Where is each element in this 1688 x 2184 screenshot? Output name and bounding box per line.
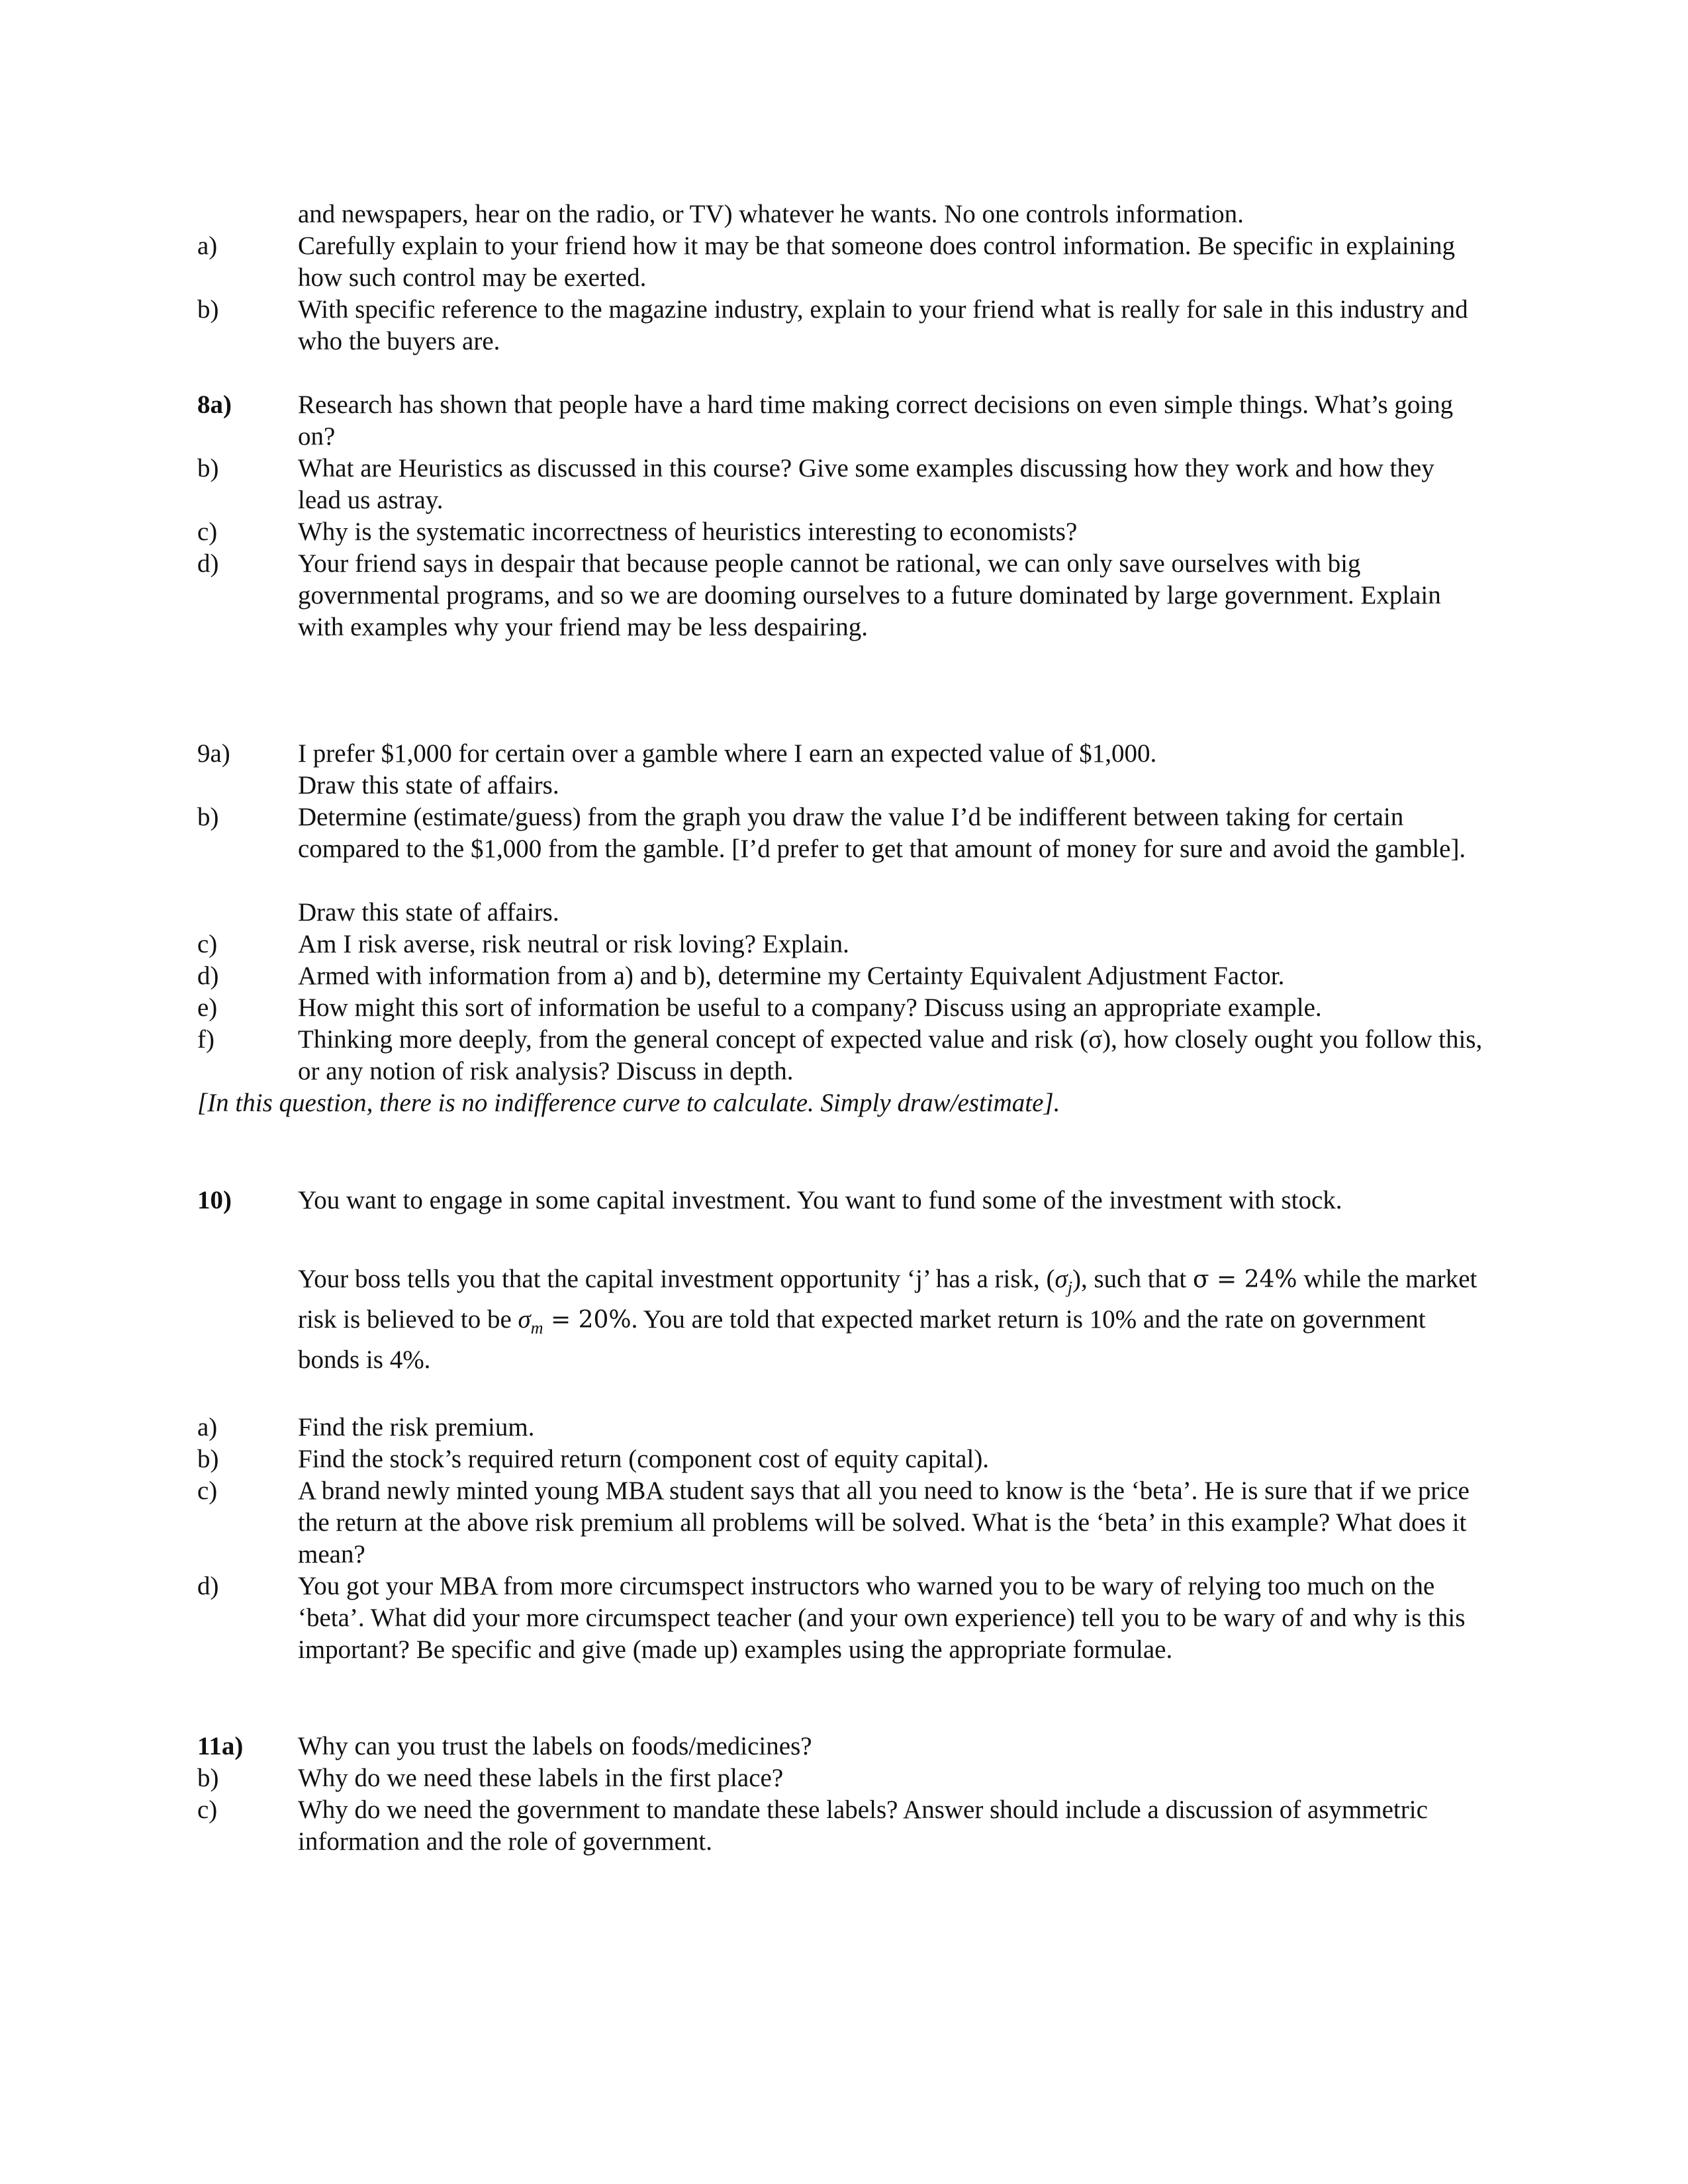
q10-item-c-label: c) <box>197 1477 218 1505</box>
q9-item-a-label: 9a) <box>197 739 230 768</box>
q8-item-d-text: Your friend says in despair that because people cannot be rational, we can only save ourselves with big governmental programs, and so we are dooming ourselves to a future dominated by large government. Explain with examples why your friend may be less despairing. <box>298 549 1441 641</box>
q7-item-a-label: a) <box>197 232 218 260</box>
q7-item-b-label: b) <box>197 295 219 324</box>
q8-item-c-label: c) <box>197 518 218 546</box>
q11-item-c-text: Why do we need the government to mandate these labels? Answer should include a discussion of asymmetric information and the role of government. <box>298 1796 1428 1856</box>
q9-note-text: [In this question, there is no indifference curve to calculate. Simply draw/estimate]. <box>197 1089 1060 1117</box>
q10-scenario-part5: . You are told that expected market return is 10% and the rate on government bonds is 4%. <box>298 1305 1426 1374</box>
q7-item-a-text: Carefully explain to your friend how it may be that someone does control information. Be specific in explaining how such control may be exerted. <box>298 232 1456 292</box>
q11-item-a-label: 11a) <box>197 1732 244 1760</box>
q10-sigma-j-symbol: σ <box>1055 1265 1068 1293</box>
q10-item-c-text: A brand newly minted young MBA student says that all you need to know is the ‘beta’. He is sure that if we price the return at the above risk premium all problems will be solved. What is the ‘beta’ in this example? What does it mean? <box>298 1477 1470 1569</box>
q9-item-c-label: c) <box>197 930 218 958</box>
q9-item-f-text: Thinking more deeply, from the general concept of expected value and risk (σ), how closely ought you follow this, or any notion of risk analysis? Discuss in depth. <box>298 1025 1483 1085</box>
q10-label: 10) <box>197 1186 232 1214</box>
q9-item-a-draw-text: Draw this state of affairs. <box>298 771 559 799</box>
q10-sigma-m-symbol: σ <box>518 1305 531 1334</box>
q10-item-a-label: a) <box>197 1413 218 1441</box>
q11-item-b-label: b) <box>197 1764 219 1792</box>
q9-item-a-text: I prefer $1,000 for certain over a gamble where I earn an expected value of $1,000. <box>298 739 1157 768</box>
q9-item-b-text: Determine (estimate/guess) from the graph you draw the value I’d be indifferent between taking for certain compared to the $1,000 from the gamble. [I’d prefer to get that amount of money for sure and avoid the gamble]. <box>298 803 1466 863</box>
q10-sigma-equation: σ = 24% <box>1192 1266 1297 1293</box>
q10-sigma-j <box>1055 1265 1072 1297</box>
q10-sigma-m <box>518 1305 543 1338</box>
q10-scenario-text <box>298 1259 1483 1380</box>
q8-item-b-text: What are Heuristics as discussed in this course? Give some examples discussing how they work and how they lead us astray. <box>298 454 1434 514</box>
q9-item-b-label: b) <box>197 803 219 831</box>
q9-item-c-text: Am I risk averse, risk neutral or risk loving? Explain. <box>298 930 849 958</box>
q9-item-e-text: How might this sort of information be useful to a company? Discuss using an appropriate example. <box>298 993 1322 1022</box>
q8-item-d-label: d) <box>197 549 219 578</box>
q10-item-d-text: You got your MBA from more circumspect instructors who warned you to be wary of relying too much on the ‘beta’. What did your more circumspect teacher (and your own experience) tell you to be wary of and why is this important? Be specific and give (made up) examples using the appropriate formulae. <box>298 1572 1466 1664</box>
q10-sigma-m-value: = 20% <box>543 1306 632 1334</box>
q9-item-d-text: Armed with information from a) and b), determine my Certainty Equivalent Adjustment Factor. <box>298 962 1285 990</box>
q9-item-f-label: f) <box>197 1025 214 1054</box>
q8-item-b-label: b) <box>197 454 219 482</box>
q10-item-b-label: b) <box>197 1445 219 1473</box>
q10-scenario-part3: while the market risk is believed to be <box>298 1265 1477 1334</box>
q10-sigma-m-sub: m <box>530 1318 543 1338</box>
q9-item-b-draw-text: Draw this state of affairs. <box>298 898 559 927</box>
q11-item-a-text: Why can you trust the labels on foods/medicines? <box>298 1732 812 1760</box>
q11-item-b-text: Why do we need these labels in the first place? <box>298 1764 784 1792</box>
q7-intro-text: and newspapers, hear on the radio, or TV) whatever he wants. No one controls information. <box>298 200 1244 228</box>
q8-item-c-text: Why is the systematic incorrectness of heuristics interesting to economists? <box>298 518 1078 546</box>
q8-item-a-text: Research has shown that people have a hard time making correct decisions on even simple things. What’s going on? <box>298 390 1454 451</box>
q7-item-b-text: With specific reference to the magazine industry, explain to your friend what is really for sale in this industry and who the buyers are. <box>298 295 1468 355</box>
q9-item-e-label: e) <box>197 993 218 1022</box>
q11-item-c-label: c) <box>197 1796 218 1824</box>
q10-item-d-label: d) <box>197 1572 219 1600</box>
q10-scenario-part2: ), such that <box>1072 1265 1193 1293</box>
q9-item-d-label: d) <box>197 962 219 990</box>
q10-scenario-part1: Your boss tells you that the capital investment opportunity ‘j’ has a risk, ( <box>298 1265 1055 1293</box>
q10-item-b-text: Find the stock’s required return (component cost of equity capital). <box>298 1445 990 1473</box>
q10-item-a-text: Find the risk premium. <box>298 1413 535 1441</box>
q10-sigma-j-sub: j <box>1067 1277 1072 1297</box>
q8-item-a-label: 8a) <box>197 390 232 419</box>
q10-intro-text: You want to engage in some capital investment. You want to fund some of the investment with stock. <box>298 1186 1342 1214</box>
